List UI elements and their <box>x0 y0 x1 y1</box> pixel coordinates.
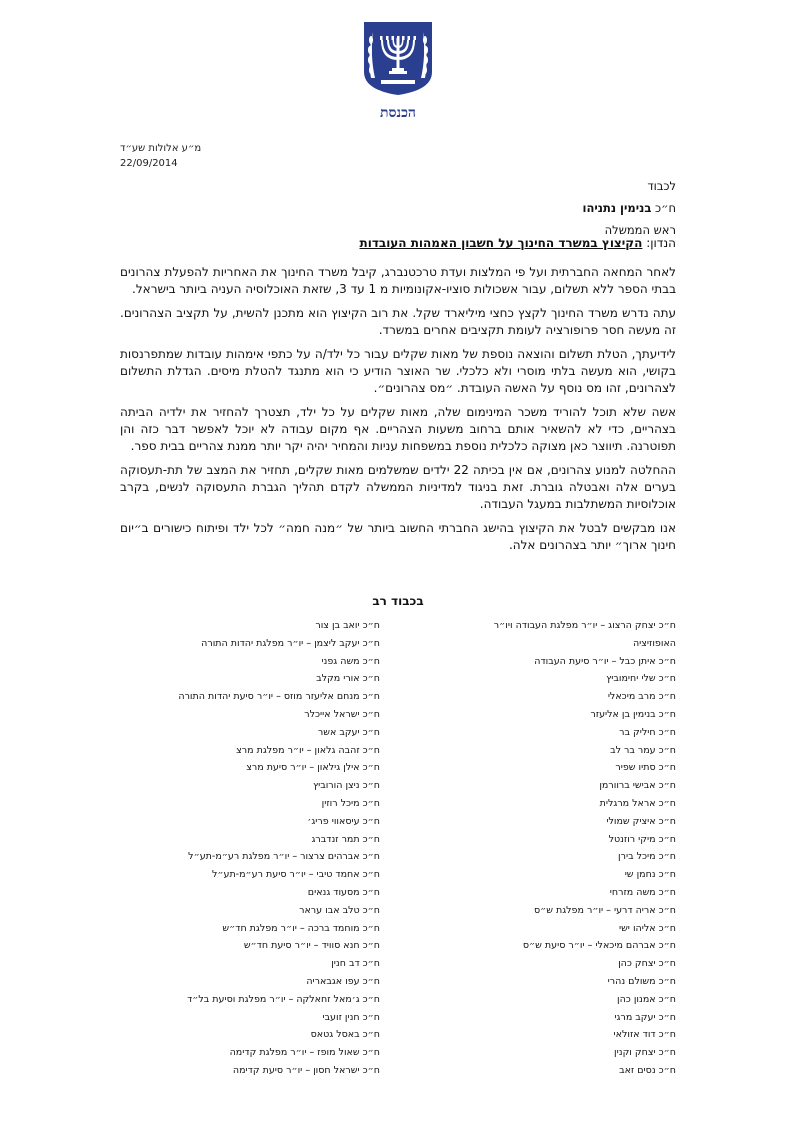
body-paragraph: לאחר המחאה החברתית ועל פי המלצות ועדת טרכטנברג, קיבל משרד החינוך את האחריות להפעלת צהרונים בבתי הספר ללא תשלום, עבור אשכולות סוציו-אקונומיות מ 1 עד 3, שזאת האוכלוסיה העניה ביותר בישראל. <box>120 265 676 296</box>
body-paragraph: אנו מבקשים לבטל את הקיצוץ בהישג החברתי החשוב ביותר של ״מנה חמה״ לכל ילד ופיתוח כישורים ב״יום חינוך ארוך״ יותר בצהרונים אלה. <box>120 521 676 552</box>
body-paragraph: לידיעתך, הטלת תשלום והוצאה נוספת של מאות שקלים עבור כל ילד/ה על כתפי אימהות עובדות שמתפרנסות בקושי, הוא מעשה בלתי מוסרי ולא כלכלי. שר האוצר הודיע כי הוא מתנגד להטלת מיסים. הגדלת התשלום לצהרונים, זהו מס נוסף על האשה העובדת. ״מס צהרונים״. <box>120 347 676 395</box>
signatories-left-list <box>100 617 380 1080</box>
signatory-item: ח״כ יצחק הרצוג – יו״ר מפלגת העבודה ויו״ר האופוזיציה <box>493 620 676 649</box>
letter-date: 22/09/2014 <box>120 158 178 169</box>
subject-label: הנדון: <box>646 236 676 250</box>
signatory-item: ח״כ עפו אגבאריה <box>306 975 380 987</box>
signatory-item: ח״כ מסעוד גנאים <box>307 886 380 898</box>
signatory-item: ח״כ דב חנין <box>331 958 380 970</box>
signatory-item: ח״כ שלי יחימוביץ <box>606 673 676 685</box>
signatory-item: ח״כ נחמן שי <box>624 869 676 881</box>
signatory-item: ח״כ אורי מקלב <box>316 673 380 685</box>
signatory-item: ח״כ אבישי ברוורמן <box>599 780 676 792</box>
subject-text: הקיצוץ במשרד החינוך על חשבון האמהות העובדות <box>359 236 643 250</box>
signatory-item: ח״כ טלב אבו עראר <box>299 904 380 916</box>
recipient-name: בנימין נתניהו <box>582 201 652 215</box>
signatory-item: ח״כ חיליק בר <box>619 726 676 738</box>
signatory-item: ח״כ אחמד טיבי – יו״ר סיעת רע״מ-תע״ל <box>211 869 380 881</box>
signatory-item: ח״כ ישראל חסון – יו״ר סיעת קדימה <box>232 1064 380 1076</box>
signatory-item: ח״כ אליהו ישי <box>618 922 676 934</box>
signatory-item: ח״כ בנימין בן אליעזר <box>590 708 676 720</box>
signatory-item: ח״כ יצחק כהן <box>618 958 676 970</box>
signatory-item: ח״כ אראל מרגלית <box>599 797 676 809</box>
signatories-right-list <box>451 617 676 1080</box>
signatory-item: ח״כ דוד אזולאי <box>613 1029 676 1041</box>
recipient-role: ראש הממשלה <box>604 223 676 237</box>
signatory-item: ח״כ תמר זנדברג <box>311 833 380 845</box>
signatory-item: ח״כ חנין זועבי <box>322 1011 380 1023</box>
org-name: הכנסת <box>380 105 416 121</box>
signatory-item: ח״כ נסים זאב <box>619 1064 676 1076</box>
signatory-item: ח״כ משולם נהרי <box>607 975 676 987</box>
body-paragraph: עתה נדרש משרד החינוך לקצץ כחצי מיליארד שקל. את רוב הקיצוץ הוא מתכנן להשית, על תקציב הצהרונים. זה מעשה חסר פרופורציה לעומת תקציבים אחרים במשרד. <box>120 306 676 337</box>
signoff: בכבוד רב <box>372 594 424 608</box>
letter-body <box>120 264 676 561</box>
signatory-item: ח״כ חנא סוויד – יו״ר סיעת חד״ש <box>243 940 380 952</box>
signatory-item: ח״כ אמנון כהן <box>617 993 676 1005</box>
menorah-emblem-icon <box>361 20 435 96</box>
signatory-item: ח״כ יעקב מרגי <box>614 1011 676 1023</box>
signatory-item: ח״כ אילן גילאון – יו״ר סיעת מרצ <box>246 762 380 774</box>
signatory-item: ח״כ סתיו שפיר <box>615 762 676 774</box>
signatory-item: ח״כ אריה דרעי – יו״ר מפלגת ש״ס <box>533 904 676 916</box>
signatory-item: ח״כ מיכל בירן <box>618 851 676 863</box>
signatory-item: ח״כ עיסאווי פריג׳ <box>307 815 380 827</box>
signatory-item: ח״כ ג׳מאל זחאלקה – יו״ר מפלגת וסיעת בל״ד <box>187 993 380 1005</box>
signatory-item: ח״כ ישראל אייכלר <box>304 708 380 720</box>
signatory-item: ח״כ ניצן הורוביץ <box>312 780 380 792</box>
signatory-item: ח״כ משה מזרחי <box>609 886 676 898</box>
signatory-item: ח״כ מוחמד ברכה – יו״ר מפלגת חד״ש <box>222 922 380 934</box>
author-line: מ״ע אלולות שע״ד <box>120 143 202 154</box>
signatory-item: ח״כ מיקי רוזנטל <box>608 833 676 845</box>
signatory-item: ח״כ מרב מיכאלי <box>607 691 676 703</box>
signatory-item: ח״כ יצחק וקנין <box>614 1047 676 1059</box>
subject-line <box>360 236 677 250</box>
signatory-item: ח״כ מנחם אליעזר מוזס – יו״ר סיעת יהדות התורה <box>178 691 380 703</box>
signatory-item: ח״כ יעקב ליצמן – יו״ר מפלגת יהדות התורה <box>201 637 380 649</box>
recipient-prefix: ח״כ <box>654 201 676 215</box>
body-paragraph: אשה שלא תוכל להוריד משכר המינימום שלה, מאות שקלים על כל ילד, תצטרך להחזיר את ילדיה הביתה בצהריים, כדי לא להשאיר אותם ברחוב משעות הצהריים. אף מקום עבודה לא יוכל לאפשר דבר כזה והן תפוטרנה. תיווצר כאן מצוקה כלכלית נוספת במשפחות עניות והמחיר יהיה יקר יותר ממנת צהריים בבית ספר. <box>120 405 676 453</box>
signatory-item: ח״כ יעקב אשר <box>317 726 380 738</box>
address-to: לכבוד <box>647 179 676 193</box>
signatory-item: ח״כ אברהים צרצור – יו״ר מפלגת רע״מ-תע״ל <box>188 851 380 863</box>
signatory-item: ח״כ שאול מופז – יו״ר מפלגת קדימה <box>229 1047 380 1059</box>
signatory-item: ח״כ באסל גטאס <box>310 1029 380 1041</box>
signatory-item: ח״כ איציק שמולי <box>606 815 676 827</box>
signatory-item: ח״כ יואב בן צור <box>315 620 380 631</box>
signatory-item: ח״כ עמר בר לב <box>610 744 676 756</box>
address-recipient <box>583 197 676 219</box>
signatory-item: ח״כ משה גפני <box>321 655 380 667</box>
signatory-item: ח״כ איתן כבל – יו״ר סיעת העבודה <box>534 655 676 667</box>
signatory-item: ח״כ אברהם מיכאלי – יו״ר סיעת ש״ס <box>522 940 676 952</box>
signatory-item: ח״כ זהבה גלאון – יו״ר מפלגת מרצ <box>236 744 380 756</box>
meta-block <box>120 141 201 171</box>
signatory-item: ח״כ מיכל רוזין <box>321 797 380 809</box>
address-block <box>583 175 676 241</box>
body-paragraph: ההחלטה למנוע צהרונים, אם אין בכיתה 22 ילדים שמשלמים מאות שקלים, תחזיר את המצב של תת-תעסוקה בערים אלה ואבטלה גוברת. זאת בניגוד למדיניות הממשלה לקדם תהליך הגברת התעסוקה לנשים, בקרב אוכלוסיות המשתלבות במעגל העבודה. <box>120 463 676 511</box>
